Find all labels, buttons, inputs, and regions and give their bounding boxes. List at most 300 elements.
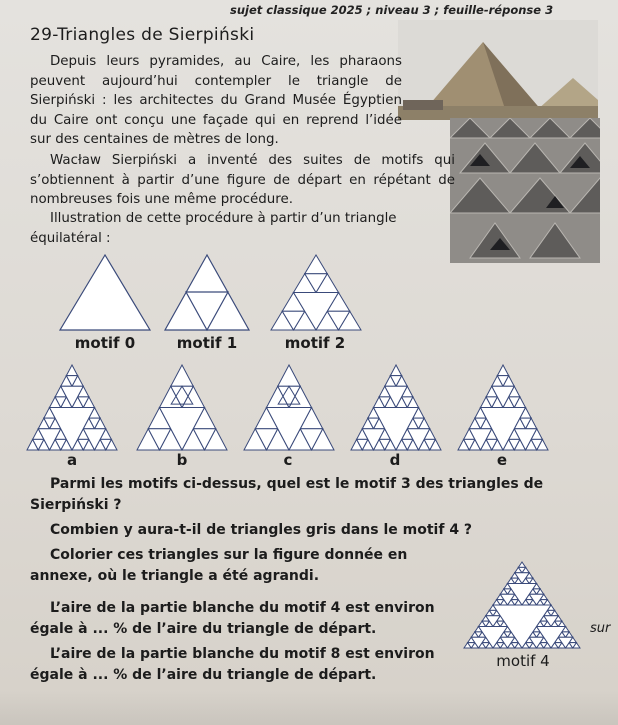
removed-cell	[407, 429, 430, 450]
sierpinski-cell	[508, 589, 515, 594]
sierpinski-cell	[419, 418, 430, 429]
sierpinski-cell	[558, 632, 565, 637]
option-a-label: a	[66, 451, 78, 469]
removed-cell	[44, 418, 55, 429]
sierpinski-cell	[50, 397, 61, 408]
sierpinski-cell	[482, 616, 489, 621]
sierpinski-cell	[515, 578, 522, 583]
sierpinski-cell	[486, 429, 497, 440]
removed-cell	[514, 429, 537, 450]
sierpinski-cell	[55, 386, 66, 397]
sierpinski-cell	[300, 408, 323, 429]
removed-cell	[282, 311, 305, 330]
sierpinski-cell	[50, 418, 61, 429]
removed-cell	[555, 643, 562, 648]
sierpinski-cell	[305, 255, 328, 274]
removed-cell	[50, 408, 95, 451]
sierpinski-cell	[515, 643, 522, 648]
sierpinski-cell	[95, 418, 106, 429]
removed-cell	[533, 589, 540, 594]
sierpinski-cell	[83, 397, 94, 408]
removed-cell	[61, 386, 84, 407]
removed-cell	[55, 397, 66, 408]
sierpinski-cell	[522, 567, 529, 572]
sierpinski-cell	[486, 386, 497, 397]
sierpinski-cell	[497, 594, 504, 599]
removed-cell	[529, 637, 544, 648]
sierpinski-cell	[526, 418, 537, 429]
question-1: Parmi les motifs ci-dessus, quel est le motif 3 des triangles de Sierpiński ?	[30, 476, 544, 513]
intro-paragraph-1: Depuis leurs pyramides, au Caire, les pharaons peuvent aujourd’hui contempler le triangle de Sierpiński : les architectes du Grand Musée Égyptien du Caire ont conçu une façade qui en reprend l’idée sur des centaines de mètres de long.	[30, 54, 402, 148]
sierpinski-cell	[486, 643, 493, 648]
removed-cell	[500, 594, 515, 605]
sierpinski-cell	[497, 616, 504, 621]
sierpinski-cell	[508, 578, 515, 583]
sierpinski-cell	[282, 293, 305, 312]
sierpinski-cell	[537, 589, 544, 594]
motif-2-label: motif 2	[284, 334, 346, 352]
question-5: L’aire de la partie blanche du motif 8 est environ égale à ... % de l’aire du triangle de départ.	[30, 646, 435, 683]
sierpinski-cell	[61, 439, 72, 450]
sierpinski-cell	[503, 439, 514, 450]
option-b-label: b	[176, 451, 188, 469]
sierpinski-cell	[89, 408, 100, 419]
removed-cell	[555, 621, 562, 626]
sierpinski-cell	[515, 600, 522, 605]
removed-cell	[533, 632, 540, 637]
sierpinski-cell	[289, 429, 312, 450]
sierpinski-cell	[555, 637, 562, 642]
sierpinski-cell	[526, 439, 537, 450]
sierpinski-cell	[396, 397, 407, 408]
sierpinski-cell	[551, 621, 558, 626]
removed-cell	[558, 637, 573, 648]
removed-cell	[379, 439, 390, 450]
question-4: L’aire de la partie blanche du motif 4 est environ égale à ... % de l’aire du triangle de départ.	[30, 600, 435, 637]
removed-cell	[481, 408, 526, 451]
removed-cell	[540, 643, 547, 648]
sierpinski-cell	[529, 578, 536, 583]
removed-cell	[193, 429, 216, 450]
sierpinski-cell	[511, 594, 518, 599]
sierpinski-cell	[171, 365, 194, 386]
removed-cell	[327, 311, 350, 330]
sierpinski-cell	[503, 376, 514, 387]
sierpinski-cell	[362, 418, 373, 429]
inner-triangle	[278, 386, 300, 404]
sierpinski-cell	[566, 632, 573, 637]
sierpinski-cell	[558, 643, 565, 648]
sierpinski-cell	[529, 632, 536, 637]
sierpinski-cell	[402, 386, 413, 397]
option-d-label: d	[389, 451, 401, 469]
sierpinski-cell	[430, 439, 441, 450]
removed-cell	[482, 643, 489, 648]
removed-cell	[489, 610, 496, 615]
sierpinski-cell	[493, 621, 500, 626]
sierpinski-cell	[514, 418, 525, 429]
sierpinski-cell	[479, 621, 486, 626]
option-c-figure	[244, 365, 334, 450]
removed-cell	[278, 386, 301, 407]
sierpinski-cell	[522, 643, 529, 648]
sierpinski-cell	[500, 643, 507, 648]
removed-cell	[424, 439, 435, 450]
sierpinski-cell	[38, 418, 49, 429]
sierpinski-cell	[396, 376, 407, 387]
option-c-label: c	[283, 451, 293, 469]
sierpinski-cell	[61, 376, 72, 387]
removed-cell	[379, 397, 390, 408]
sierpinski-cell	[529, 643, 536, 648]
sierpinski-cell	[551, 643, 558, 648]
sierpinski-cell	[526, 637, 533, 642]
sierpinski-cell	[566, 643, 573, 648]
removed-cell	[368, 418, 379, 429]
sierpinski-cell	[55, 429, 66, 440]
sierpinski-cell	[518, 562, 525, 567]
sierpinski-cell	[481, 397, 492, 408]
removed-cell	[547, 610, 554, 615]
removed-cell	[518, 567, 525, 572]
sierpinski-cell	[500, 589, 507, 594]
sierpinski-cell	[489, 605, 496, 610]
removed-cell	[511, 600, 518, 605]
sierpinski-cell	[508, 643, 515, 648]
sierpinski-cell	[486, 621, 493, 626]
removed-cell	[531, 439, 542, 450]
sierpinski-cell	[148, 408, 171, 429]
sierpinski-cell	[413, 408, 424, 419]
facade-photo	[450, 118, 600, 263]
sierpinski-cell	[351, 439, 362, 450]
sierpinski-cell	[558, 621, 565, 626]
sierpinski-cell	[544, 610, 551, 615]
removed-cell	[515, 573, 530, 584]
sierpinski-cell	[205, 429, 228, 450]
removed-cell	[504, 589, 511, 594]
sierpinski-cell	[83, 439, 94, 450]
sierpinski-cell	[537, 439, 548, 450]
sierpinski-cell	[533, 627, 540, 632]
removed-cell	[529, 594, 544, 605]
question-3: Colorier ces triangles sur la figure donnée en annexe, où le triangle a été agrandi.	[30, 547, 408, 584]
removed-cell	[509, 397, 520, 408]
sierpinski-cell	[514, 439, 525, 450]
removed-cell	[402, 439, 413, 450]
sierpinski-cell	[72, 397, 83, 408]
sierpinski-cell	[100, 429, 111, 440]
sierpinski-cell	[555, 616, 562, 621]
removed-cell	[511, 643, 518, 648]
sierpinski-cell	[468, 637, 475, 642]
sierpinski-cell	[573, 643, 580, 648]
intro-paragraph-2: Wacław Sierpiński a inventé des suites de motifs qui s’obtiennent à partir d’une figure de départ en répétant de nombreuses fois une même procédure.	[30, 153, 455, 208]
sierpinski-cell	[537, 632, 544, 637]
sierpinski-cell	[522, 600, 529, 605]
edge-text: sur	[590, 621, 611, 636]
sierpinski-cell	[493, 600, 500, 605]
intro-paragraph-3: Illustration de cette procédure à partir d’un triangle équilatéral :	[30, 211, 397, 246]
removed-cell	[362, 429, 385, 450]
sierpinski-cell	[511, 573, 518, 578]
removed-cell	[486, 439, 497, 450]
sierpinski-cell	[374, 418, 385, 429]
sierpinski-cell	[497, 365, 508, 376]
removed-cell	[160, 408, 205, 451]
sierpinski-cell	[316, 311, 339, 330]
sierpinski-cell	[458, 439, 469, 450]
sierpinski-cell	[504, 627, 511, 632]
sierpinski-cell	[471, 632, 478, 637]
removed-cell	[374, 408, 419, 451]
sierpinski-cell	[500, 600, 507, 605]
sierpinski-cell	[61, 397, 72, 408]
removed-cell	[255, 429, 278, 450]
removed-cell	[402, 397, 413, 408]
sierpinski-cell	[503, 397, 514, 408]
removed-cell	[482, 621, 489, 626]
sierpinski-cell	[419, 439, 430, 450]
removed-cell	[526, 600, 533, 605]
sierpinski-cell	[547, 605, 554, 610]
sierpinski-cell	[72, 439, 83, 450]
motif-1-label: motif 1	[176, 334, 238, 352]
sierpinski-cell	[327, 293, 350, 312]
sierpinski-cell	[475, 408, 486, 419]
sierpinski-cell	[27, 439, 38, 450]
sierpinski-cell	[493, 610, 500, 615]
sierpinski-cell	[537, 600, 544, 605]
sierpinski-cell	[544, 600, 551, 605]
sierpinski-cell	[529, 589, 536, 594]
removed-cell	[357, 439, 368, 450]
sierpinski-cell	[137, 429, 160, 450]
sierpinski-cell	[396, 439, 407, 450]
removed-cell	[100, 439, 111, 450]
sierpinski-cell	[492, 397, 503, 408]
sierpinski-cell	[533, 584, 540, 589]
removed-cell	[171, 386, 194, 407]
sierpinski-cell	[255, 408, 278, 429]
removed-cell	[78, 397, 89, 408]
removed-cell	[540, 600, 547, 605]
sierpinski-cell	[511, 637, 518, 642]
sierpinski-cell	[522, 578, 529, 583]
sierpinski-cell	[569, 637, 576, 642]
sierpinski-cell	[312, 429, 335, 450]
sierpinski-cell	[193, 408, 216, 429]
question-2: Combien y aura-t-il de triangles gris dans le motif 4 ?	[50, 522, 473, 538]
removed-cell	[89, 418, 100, 429]
sierpinski-cell	[540, 594, 547, 599]
sierpinski-cell	[486, 610, 493, 615]
sierpinski-cell	[390, 365, 401, 376]
removed-cell	[413, 418, 424, 429]
motif-4-label: motif 4	[496, 652, 550, 670]
sierpinski-cell	[508, 600, 515, 605]
sierpinski-cell	[385, 376, 396, 387]
sierpinski-cell	[529, 600, 536, 605]
sierpinski-cell	[537, 621, 544, 626]
removed-cell	[305, 274, 328, 293]
sierpinski-cell	[464, 429, 475, 440]
page-shadow	[0, 690, 618, 725]
sierpinski-cell	[562, 627, 569, 632]
sierpinski-cell	[374, 397, 385, 408]
inner-triangle	[171, 386, 193, 404]
sierpinski-cell	[544, 643, 551, 648]
sierpinski-cell	[509, 386, 520, 397]
removed-cell	[66, 376, 77, 387]
sierpinski-cell	[540, 637, 547, 642]
sierpinski-cell	[83, 418, 94, 429]
removed-cell	[537, 627, 566, 649]
sierpinski-cell	[271, 311, 294, 330]
sierpinski-cell	[492, 376, 503, 387]
sierpinski-cell	[267, 386, 290, 407]
pyramid-photo	[398, 20, 598, 120]
removed-cell	[471, 637, 486, 648]
sierpinski-cell	[469, 418, 480, 429]
option-a-figure	[27, 365, 117, 450]
sierpinski-cell	[357, 429, 368, 440]
sierpinski-cell	[385, 439, 396, 450]
sierpinski-cell	[471, 643, 478, 648]
sierpinski-cell	[500, 621, 507, 626]
sierpinski-cell	[160, 386, 183, 407]
sierpinski-cell	[520, 408, 531, 419]
removed-cell	[469, 429, 492, 450]
sierpinski-cell	[38, 439, 49, 450]
sierpinski-cell	[379, 429, 390, 440]
removed-cell	[493, 605, 551, 648]
removed-cell	[479, 627, 508, 649]
option-d-figure	[351, 365, 441, 450]
removed-cell	[55, 439, 66, 450]
option-e-figure	[458, 365, 548, 450]
removed-cell	[38, 429, 61, 450]
sierpinski-cell	[508, 632, 515, 637]
sierpinski-cell	[493, 643, 500, 648]
removed-cell	[475, 632, 482, 637]
sierpinski-cell	[44, 408, 55, 419]
sierpinski-cell	[182, 429, 205, 450]
option-b-figure	[137, 365, 227, 450]
sierpinski-cell	[407, 439, 418, 450]
removed-cell	[544, 616, 559, 627]
sierpinski-cell	[289, 386, 312, 407]
sierpinski-cell	[374, 439, 385, 450]
sierpinski-cell	[479, 632, 486, 637]
removed-cell	[500, 637, 515, 648]
sierpinski-cell	[50, 439, 61, 450]
removed-cell	[267, 408, 312, 451]
sierpinski-cell	[160, 429, 183, 450]
removed-cell	[83, 429, 106, 450]
removed-cell	[475, 418, 486, 429]
sierpinski-cell	[407, 397, 418, 408]
motif-0-triangle	[60, 255, 150, 330]
page-header: sujet classique 2025 ; niveau 3 ; feuille-réponse 3	[230, 3, 554, 17]
removed-cell	[511, 578, 518, 583]
removed-cell	[497, 376, 508, 387]
sierpinski-cell	[481, 418, 492, 429]
removed-cell	[390, 376, 401, 387]
removed-cell	[540, 621, 547, 626]
removed-cell	[526, 643, 533, 648]
sierpinski-cell	[526, 594, 533, 599]
sierpinski-cell	[66, 365, 77, 376]
sierpinski-cell	[95, 439, 106, 450]
sierpinski-cell	[509, 429, 520, 440]
sierpinski-cell	[402, 429, 413, 440]
sierpinski-cell	[481, 439, 492, 450]
removed-cell	[464, 439, 475, 450]
option-e-label: e	[496, 451, 508, 469]
sierpinski-cell	[78, 429, 89, 440]
sierpinski-cell	[379, 386, 390, 397]
sierpinski-cell	[362, 439, 373, 450]
removed-cell	[78, 439, 89, 450]
sierpinski-cell	[475, 627, 482, 632]
sierpinski-cell	[244, 429, 267, 450]
removed-cell	[294, 293, 339, 331]
exercise-title: 29-Triangles de Sierpiński	[30, 25, 255, 45]
sierpinski-cell	[278, 365, 301, 386]
sierpinski-cell	[72, 376, 83, 387]
removed-cell	[509, 439, 520, 450]
sierpinski-cell	[492, 439, 503, 450]
sierpinski-cell	[469, 439, 480, 450]
sierpinski-cell	[537, 643, 544, 648]
removed-cell	[497, 621, 504, 626]
sierpinski-cell	[482, 637, 489, 642]
removed-cell	[497, 600, 504, 605]
sierpinski-cell	[407, 418, 418, 429]
removed-cell	[300, 429, 323, 450]
sierpinski-cell	[294, 311, 317, 330]
sierpinski-cell	[500, 632, 507, 637]
removed-cell	[569, 643, 576, 648]
removed-cell	[508, 584, 537, 606]
removed-cell	[492, 386, 515, 407]
sierpinski-cell	[316, 274, 339, 293]
motif-0-label: motif 0	[74, 334, 136, 352]
sierpinski-cell	[339, 311, 362, 330]
sierpinski-cell	[479, 643, 486, 648]
sierpinski-cell	[515, 567, 522, 572]
removed-cell	[562, 632, 569, 637]
sierpinski-cell	[526, 573, 533, 578]
sierpinski-cell	[294, 274, 317, 293]
sierpinski-cell	[33, 429, 44, 440]
sierpinski-cell	[514, 397, 525, 408]
removed-cell	[526, 578, 533, 583]
sierpinski-cell	[368, 408, 379, 419]
sierpinski-cell	[531, 429, 542, 440]
sierpinski-cell	[551, 610, 558, 615]
sierpinski-cell	[78, 386, 89, 397]
sierpinski-cell	[497, 637, 504, 642]
removed-cell	[504, 632, 511, 637]
sierpinski-cell	[424, 429, 435, 440]
sierpinski-cell	[540, 616, 547, 621]
sierpinski-cell	[182, 386, 205, 407]
sierpinski-cell	[267, 429, 290, 450]
removed-cell	[486, 397, 497, 408]
sierpinski-cell	[385, 397, 396, 408]
